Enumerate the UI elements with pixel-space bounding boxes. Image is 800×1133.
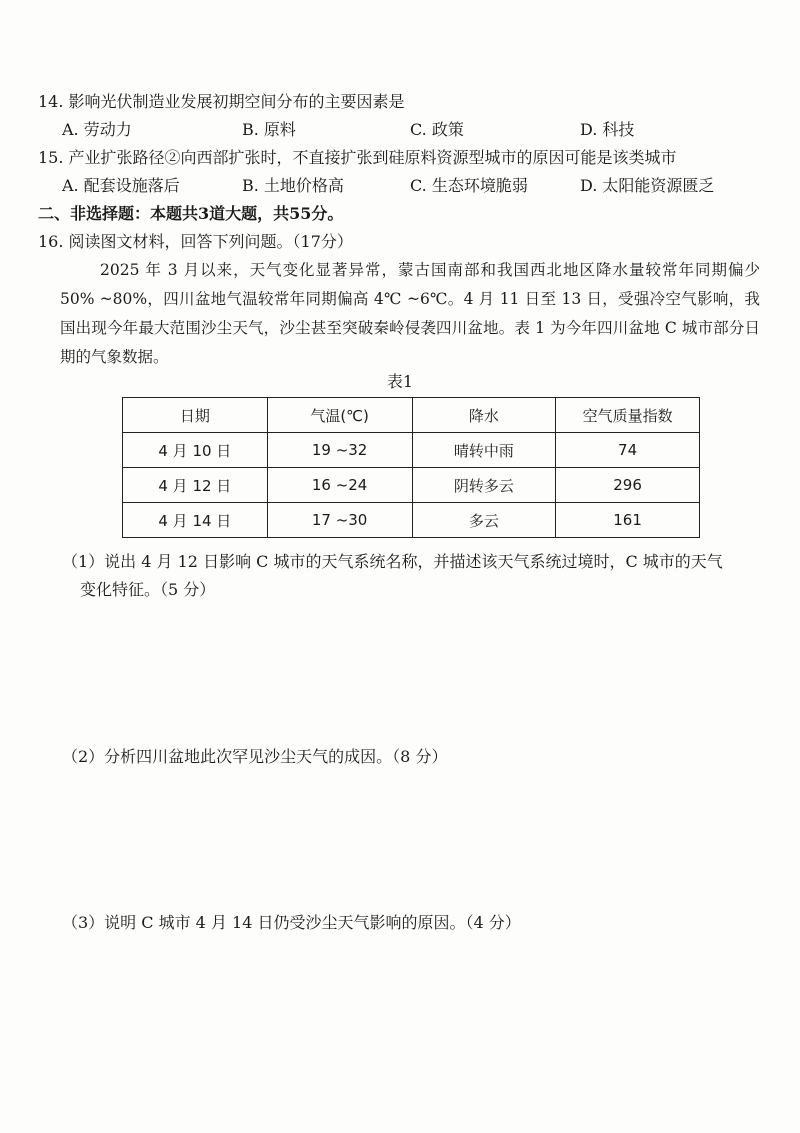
q15-option-d: D. 太阳能资源匮乏 [580,176,715,195]
header-aqi: 空气质量指数 [556,398,700,433]
cell-aqi: 296 [556,468,700,503]
table-caption: 表1 [386,372,414,391]
cell-precipitation: 多云 [412,503,556,538]
q15-stem: 15. 产业扩张路径②向西部扩张时，不直接扩张到硅原料资源型城市的原因可能是该类城市 [38,148,677,167]
cell-precipitation: 晴转中雨 [412,433,556,468]
cell-date: 4 月 12 日 [123,468,268,503]
q14-stem: 14. 影响光伏制造业发展初期空间分布的主要因素是 [38,92,405,111]
q14-option-a: A. 劳动力 [62,120,132,139]
header-date: 日期 [123,398,268,433]
q15-option-c: C. 生态环境脆弱 [410,176,528,195]
cell-date: 4 月 10 日 [123,433,268,468]
cell-aqi: 74 [556,433,700,468]
table-row [123,433,700,468]
q16-sub3: （3）说明 C 城市 4 月 14 日仍受沙尘天气影响的原因。（4 分） [62,913,521,932]
header-temperature: 气温(℃) [267,398,412,433]
cell-temperature: 16 ~24 [267,468,412,503]
q16-material: 2025 年 3 月以来，天气变化显著异常，蒙古国南部和我国西北地区降水量较常年同期偏少 50% ~80%，四川盆地气温较常年同期偏高 4℃ ~6℃。4 月 11 日至 13 日，受强冷空气影响，我国出现今年最大范围沙尘天气，沙尘甚至突破秦岭侵袭四川盆地。表 1 为今年四川盆地 C 城市部分日期的气象数据。 [60,261,760,366]
table-header-row [123,398,700,433]
cell-precipitation: 阴转多云 [412,468,556,503]
q15-option-a: A. 配套设施落后 [62,176,180,195]
q15-option-b: B. 土地价格高 [242,176,344,195]
q16-sub1-line1: （1）说出 4 月 12 日影响 C 城市的天气系统名称，并描述该天气系统过境时，C 城市的天气 [62,552,723,571]
section-heading: 二、非选择题：本题共3道大题，共55分。 [38,204,344,223]
cell-temperature: 17 ~30 [267,503,412,538]
q14-option-b: B. 原料 [242,120,296,139]
table-row [123,468,700,503]
weather-table [122,397,700,538]
cell-aqi: 161 [556,503,700,538]
q16-sub2: （2）分析四川盆地此次罕见沙尘天气的成因。（8 分） [62,747,448,766]
q16-stem: 16. 阅读图文材料，回答下列问题。（17分） [38,232,353,251]
q16-sub1-line2: 变化特征。（5 分） [80,580,216,599]
q14-option-d: D. 科技 [580,120,635,139]
cell-temperature: 19 ~32 [267,433,412,468]
cell-date: 4 月 14 日 [123,503,268,538]
table-row [123,503,700,538]
q14-option-c: C. 政策 [410,120,464,139]
header-precipitation: 降水 [412,398,556,433]
